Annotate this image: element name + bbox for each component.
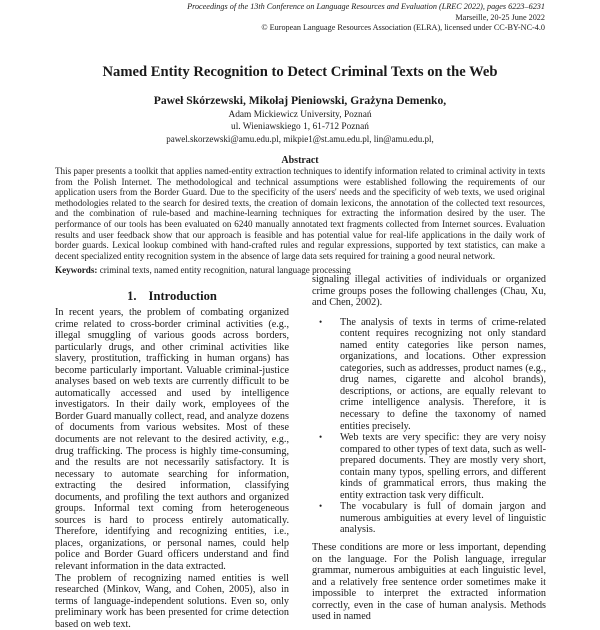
abstract-heading: Abstract — [281, 155, 319, 166]
proceedings-header — [187, 2, 545, 34]
list-item: • The vocabulary is full of domain jargon and numerous ambiguities at every level of linguistic analysis. — [340, 501, 546, 536]
abstract-text: This paper presents a toolkit that applies named-entity extraction techniques to identify information related to criminal activity in texts from the Polish Internet. The methodological and technical assumptions were established following the requirements of our application users from the Border Guard. Due to the specificity of the users' needs and the specificity of web texts, we used original methodologies related to the search for desired texts, the creation of domain lexicons, the annotation of the collected text resources, and the combination of rule-based and machine-learning techniques for extracting the information desired by the user. The performance of our tools has been evaluated on 6240 manually annotated text fragments collected from Internet sources. Evaluation results and user feedback show that our approach is feasible and has potential value for real-life applications in the daily work of border guards. Lexical lookup combined with hand-crafted rules and regular expressions, supported by text statistics, can make a decent specialized entity recognition system in the absence of large data sets required for training a good neural network. — [55, 166, 545, 261]
affiliation-block — [0, 109, 600, 145]
keywords-text: criminal texts, named entity recognition, natural language processing — [97, 265, 351, 275]
address: ul. Wieniawskiego 1, 61-712 Poznań — [231, 122, 369, 132]
intro-paragraph-3: These conditions are more or less important, depending on the language. For the Polish language, irregular grammar, numerous ambiguities at each linguistic level, and a relatively free sentence order sometimes make it impossible to interpret the extracted information correctly, even in the case of human analysis. Methods used in named — [312, 542, 546, 623]
challenges-list — [312, 317, 546, 536]
author-list: Paweł Skórzewski, Mikołaj Pieniowski, Grażyna Demenko, — [153, 94, 447, 107]
section-title: Introduction — [148, 289, 217, 303]
proceedings-line: Proceedings of the 13th Conference on Language Resources and Evaluation (LREC 2022), pages 6223–6231 — [187, 2, 545, 11]
right-column — [312, 274, 546, 623]
list-item: • Web texts are very specific: they are very noisy compared to other types of text data, such as well-prepared documents. They are mostly very short, contain many typos, spelling errors, and different kinds of grammatical errors, thus making the entity extraction task very difficult. — [340, 432, 546, 501]
keywords-label: Keywords: — [55, 265, 98, 275]
license-line: © European Language Resources Association (ELRA), licensed under CC-BY-NC-4.0 — [261, 23, 545, 32]
section-heading — [55, 289, 289, 303]
intro-paragraph-1: In recent years, the problem of combating organized crime related to cross-border criminal activities (e.g., illegal smuggling of various goods across borders, particularly drugs, and other criminal activities like slavery, prostitution, trafficking in human organs) has become particularly important. Valuable criminal-justice analyses based on web texts are currently difficult to be automatically accessed and used by intelligence investigators. In their daily work, employees of the Border Guard manually collect, read, and analyze dozens of documents from various websites. Most of these documents are not relevant to the desired activity, e.g., drug trafficking. The process is highly time-consuming, and the results are not necessarily satisfactory. It is necessary to automate searching for information, extracting the desired information, classifying documents, and profiling the text authors and organized groups. Informal text coming from heterogeneous sources is hard to process entirely automatically. Therefore, identifying and recognizing entities, i.e., places, organizations, or personal names, could help police and Border Guard officers understand and find relevant information in the data extracted. — [55, 307, 289, 573]
paper-title: Named Entity Recognition to Detect Criminal Texts on the Web — [102, 64, 498, 80]
list-item: • The analysis of texts in terms of crime-related content requires recognizing not only standard named entity categories like person names, organizations, and locations. Other expression categories, such as addresses, product names (e.g., drug names, cigarette and alcohol brands), descriptions, or actions, are equally relevant to crime intelligence analysis. Therefore, it is necessary to define the taxonomy of named entities precisely. — [340, 317, 546, 432]
venue-line: Marseille, 20-25 June 2022 — [455, 12, 545, 22]
affiliation: Adam Mickiewicz University, Poznań — [228, 110, 372, 120]
intro-paragraph-2: The problem of recognizing named entities is well researched (Minkov, Wang, and Cohen, 2005), also in terms of language-independent solutions. Even so, only preliminary work has been presented for crime detection based on web text. — [55, 572, 289, 630]
left-column — [55, 289, 289, 630]
author-emails: pawel.skorzewski@amu.edu.pl, mikpie1@st.amu.edu.pl, lin@amu.edu.pl, — [166, 134, 434, 144]
challenges-intro: signaling illegal activities of individuals or organized crime groups poses the following challenges (Chau, Xu, and Chen, 2002). — [312, 274, 546, 309]
section-number: 1. — [127, 289, 137, 303]
